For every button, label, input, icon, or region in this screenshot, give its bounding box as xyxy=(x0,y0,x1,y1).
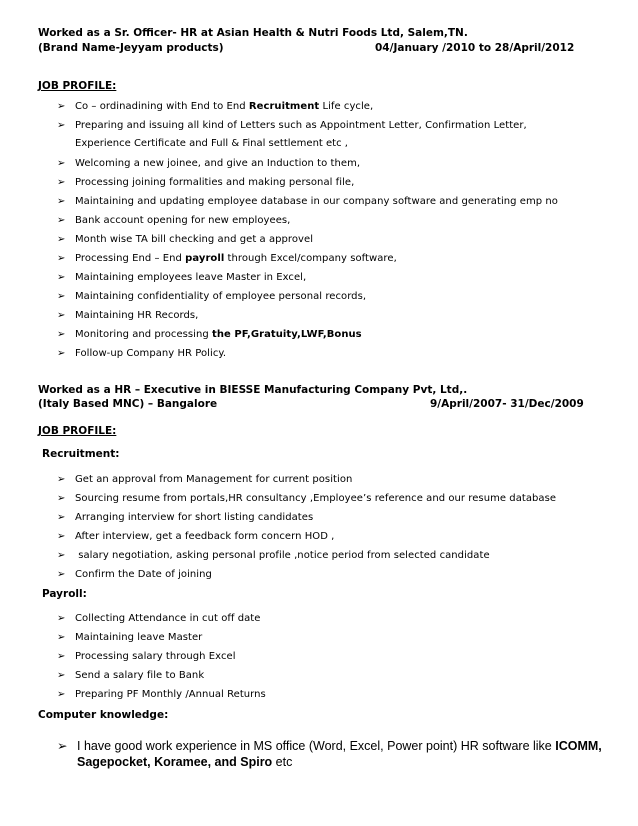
list-item xyxy=(57,474,352,485)
bullet-arrow-icon: ➢ xyxy=(57,613,66,624)
list-item-text: Co – ordinadining with End to End xyxy=(75,101,249,112)
job1-title: Worked as a Sr. Officer- HR at Asian Health & Nutri Foods Ltd, Salem,TN. xyxy=(38,27,468,39)
list-item-bold-text: payroll xyxy=(185,253,225,264)
list-item xyxy=(57,177,354,188)
list-item-text: Bank account opening for new employees, xyxy=(75,215,291,226)
list-item-text: Sourcing resume from portals,HR consultancy ,Employee’s reference and our resume database xyxy=(75,493,557,504)
list-item-bold-text: Recruitment xyxy=(248,101,320,112)
computer-item xyxy=(57,738,602,753)
list-item-text: Life cycle, xyxy=(319,101,374,112)
list-item xyxy=(57,215,290,226)
bullet-arrow-icon: ➢ xyxy=(57,739,68,753)
list-item xyxy=(57,196,558,207)
bullet-arrow-icon: ➢ xyxy=(57,272,66,283)
list-item xyxy=(57,348,226,359)
list-item xyxy=(57,120,527,131)
list-item xyxy=(57,101,373,112)
job1-dates: 04/January /2010 to 28/April/2012 xyxy=(375,42,575,54)
bullet-arrow-icon: ➢ xyxy=(57,310,66,321)
list-item xyxy=(57,512,313,523)
bullet-arrow-icon: ➢ xyxy=(57,234,66,245)
list-item-text: Maintaining and updating employee database in our company software and generating emp no xyxy=(75,196,558,207)
list-item-text: Processing End – End xyxy=(75,253,186,264)
list-item-text: Maintaining confidentiality of employee personal records, xyxy=(75,291,367,302)
list-item-text: salary negotiation, asking personal profile ,notice period from selected candidate xyxy=(75,550,490,561)
bullet-arrow-icon: ➢ xyxy=(57,569,66,580)
job2-dates: 9/April/2007- 31/Dec/2009 xyxy=(430,398,584,410)
computer-item-line2 xyxy=(77,755,292,769)
list-item xyxy=(57,550,490,561)
list-item xyxy=(57,234,313,245)
bullet-arrow-icon: ➢ xyxy=(57,512,66,523)
bullet-arrow-icon: ➢ xyxy=(57,493,66,504)
list-item xyxy=(57,689,266,700)
list-item xyxy=(57,253,397,264)
list-item-text: Maintaining employees leave Master in Excel, xyxy=(75,272,307,283)
list-item-text: Maintaining HR Records, xyxy=(75,310,199,321)
list-item-text: Processing joining formalities and making personal file, xyxy=(75,177,355,188)
list-item xyxy=(57,531,334,542)
bullet-arrow-icon: ➢ xyxy=(57,158,66,169)
bullet-arrow-icon: ➢ xyxy=(57,120,66,131)
bullet-arrow-icon: ➢ xyxy=(57,253,66,264)
list-item xyxy=(57,651,236,662)
payroll-heading: Payroll: xyxy=(42,588,87,600)
list-item-text: Arranging interview for short listing candidates xyxy=(75,512,314,523)
recruitment-heading: Recruitment: xyxy=(42,448,120,460)
bullet-arrow-icon: ➢ xyxy=(57,291,66,302)
list-item-text: Collecting Attendance in cut off date xyxy=(75,613,261,624)
job2-title: Worked as a HR – Executive in BIESSE Manufacturing Company Pvt, Ltd,. xyxy=(38,384,468,396)
bullet-arrow-icon: ➢ xyxy=(57,177,66,188)
list-item-text: Maintaining leave Master xyxy=(75,632,203,643)
list-item xyxy=(57,569,212,580)
computer-heading: Computer knowledge: xyxy=(38,709,169,721)
bullet-arrow-icon: ➢ xyxy=(57,215,66,226)
bullet-arrow-icon: ➢ xyxy=(57,474,66,485)
computer-line2-text: etc xyxy=(272,755,293,769)
list-item xyxy=(57,291,366,302)
job1-profile-heading: JOB PROFILE: xyxy=(38,80,117,92)
list-item xyxy=(57,670,204,681)
bullet-arrow-icon: ➢ xyxy=(57,196,66,207)
computer-line2-bold: Sagepocket, Koramee, and Spiro xyxy=(77,755,273,769)
list-item-text: Month wise TA bill checking and get a approvel xyxy=(75,234,314,245)
list-item-text: Preparing and issuing all kind of Letters such as Appointment Letter, Confirmation Letter, xyxy=(75,120,527,131)
bullet-arrow-icon: ➢ xyxy=(57,632,66,643)
list-item xyxy=(57,493,556,504)
job1-item-continuation: Experience Certificate and Full & Final settlement etc , xyxy=(75,138,348,149)
job2-subtitle: (Italy Based MNC) – Bangalore xyxy=(38,398,218,410)
list-item xyxy=(57,329,362,340)
list-item-text: through Excel/company software, xyxy=(224,253,397,264)
bullet-arrow-icon: ➢ xyxy=(57,651,66,662)
job2-profile-heading: JOB PROFILE: xyxy=(38,425,117,437)
list-item xyxy=(57,310,198,321)
bullet-arrow-icon: ➢ xyxy=(57,348,66,359)
computer-line1-bold: ICOMM, xyxy=(555,739,602,753)
list-item xyxy=(57,158,360,169)
list-item-text: Welcoming a new joinee, and give an Induction to them, xyxy=(75,158,361,169)
list-item-text: Monitoring and processing xyxy=(75,329,213,340)
list-item xyxy=(57,632,202,643)
bullet-arrow-icon: ➢ xyxy=(57,670,66,681)
bullet-arrow-icon: ➢ xyxy=(57,329,66,340)
list-item-text: Follow-up Company HR Policy. xyxy=(75,348,227,359)
list-item-text: Processing salary through Excel xyxy=(75,651,236,662)
bullet-arrow-icon: ➢ xyxy=(57,101,66,112)
job1-subtitle: (Brand Name-Jeyyam products) xyxy=(38,42,224,54)
list-item xyxy=(57,613,260,624)
list-item-text: After interview, get a feedback form concern HOD , xyxy=(75,531,335,542)
bullet-arrow-icon: ➢ xyxy=(57,689,66,700)
list-item-text: Send a salary file to Bank xyxy=(75,670,205,681)
list-item-text: Get an approval from Management for current position xyxy=(75,474,353,485)
list-item-bold-text: the PF,Gratuity,LWF,Bonus xyxy=(212,329,362,340)
computer-line1-text: I have good work experience in MS office (Word, Excel, Power point) HR software like xyxy=(77,739,556,753)
bullet-arrow-icon: ➢ xyxy=(57,550,66,561)
list-item-text: Preparing PF Monthly /Annual Returns xyxy=(75,689,266,700)
list-item-text: Confirm the Date of joining xyxy=(75,569,212,580)
bullet-arrow-icon: ➢ xyxy=(57,531,66,542)
list-item xyxy=(57,272,306,283)
